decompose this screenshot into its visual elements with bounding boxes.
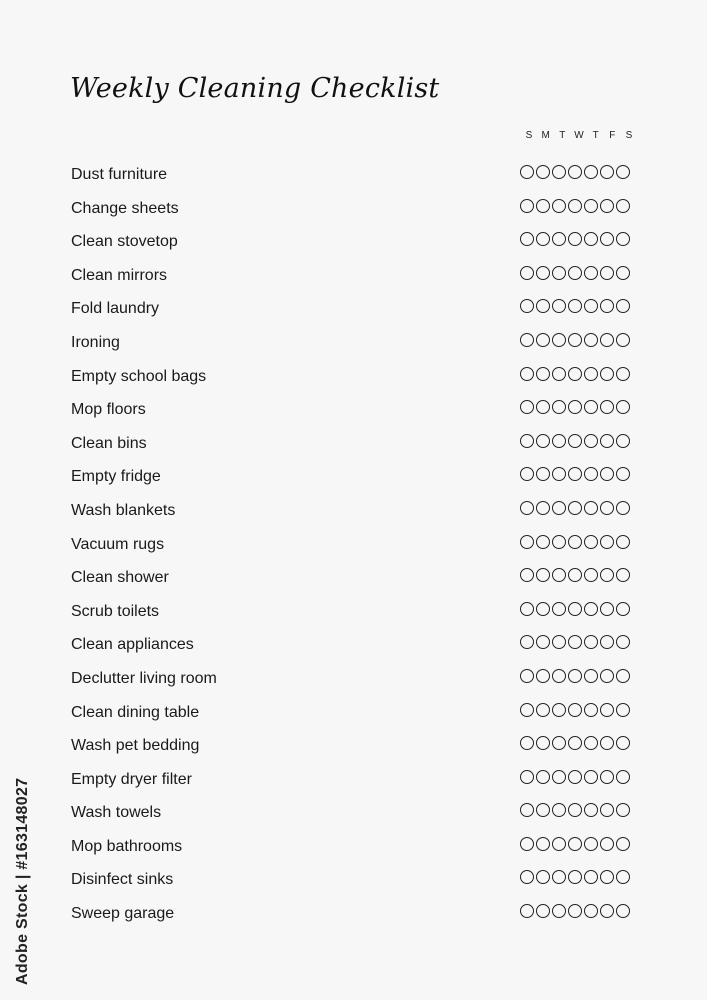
day-checkbox-icon[interactable] (536, 367, 550, 381)
day-checkbox-icon[interactable] (584, 568, 598, 582)
task-row (0, 427, 707, 461)
day-header (520, 130, 638, 141)
day-checkbox-icon[interactable] (536, 299, 550, 313)
day-checkbox-icon[interactable] (552, 333, 566, 347)
day-checkbox-icon[interactable] (536, 669, 550, 683)
day-checkbox-icon[interactable] (536, 568, 550, 582)
task-label: Dust furniture (71, 166, 168, 183)
day-checkbox-icon[interactable] (616, 703, 630, 717)
day-checkbox-icon[interactable] (600, 635, 614, 649)
day-checkbox-icon[interactable] (552, 434, 566, 448)
day-checkbox-icon[interactable] (616, 736, 630, 750)
day-checkbox-icon[interactable] (552, 165, 566, 179)
day-checkboxes (520, 434, 630, 448)
day-checkbox-icon[interactable] (584, 299, 598, 313)
task-row (0, 662, 707, 696)
page-title: Weekly Cleaning Checklist (70, 73, 440, 104)
task-row (0, 360, 707, 394)
day-checkbox-icon[interactable] (520, 904, 534, 918)
day-checkbox-icon[interactable] (600, 501, 614, 515)
day-checkbox-icon[interactable] (552, 232, 566, 246)
day-checkbox-icon[interactable] (600, 333, 614, 347)
day-checkbox-icon[interactable] (552, 669, 566, 683)
day-checkbox-icon[interactable] (584, 333, 598, 347)
task-label: Clean mirrors (71, 266, 168, 284)
day-checkbox-icon[interactable] (616, 803, 630, 817)
day-checkbox-icon[interactable] (536, 770, 550, 784)
day-checkbox-icon[interactable] (552, 602, 566, 616)
task-label: Empty school bags (71, 367, 207, 385)
day-checkbox-icon[interactable] (568, 434, 582, 448)
task-row (0, 561, 707, 595)
day-checkbox-icon[interactable] (520, 803, 534, 817)
day-checkbox-icon[interactable] (600, 669, 614, 683)
day-checkbox-icon[interactable] (568, 669, 582, 683)
day-checkbox-icon[interactable] (616, 568, 630, 582)
day-checkbox-icon[interactable] (520, 367, 534, 381)
day-checkboxes (520, 299, 630, 313)
day-checkbox-icon[interactable] (520, 669, 534, 683)
day-checkbox-icon[interactable] (536, 535, 550, 549)
day-checkbox-icon[interactable] (584, 400, 598, 414)
day-checkbox-icon[interactable] (520, 837, 534, 851)
task-label: Scrub toilets (71, 602, 160, 620)
day-checkboxes (520, 501, 630, 515)
day-checkboxes (520, 904, 630, 918)
day-checkbox-icon[interactable] (552, 635, 566, 649)
task-label: Wash blankets (71, 501, 176, 519)
day-checkbox-icon[interactable] (568, 232, 582, 246)
day-checkbox-icon[interactable] (616, 770, 630, 784)
day-checkboxes (520, 803, 630, 817)
task-label: Ironing (71, 333, 120, 351)
day-checkbox-icon[interactable] (520, 635, 534, 649)
task-label: Sweep garage (71, 905, 175, 923)
task-row (0, 595, 707, 629)
task-row (0, 494, 707, 528)
day-checkbox-icon[interactable] (600, 165, 614, 179)
day-checkbox-icon[interactable] (568, 299, 582, 313)
day-checkbox-icon[interactable] (616, 333, 630, 347)
day-checkbox-icon[interactable] (552, 736, 566, 750)
task-row (0, 628, 707, 662)
task-list (0, 158, 707, 931)
day-letter: W (574, 130, 584, 141)
day-checkbox-icon[interactable] (568, 770, 582, 784)
day-checkbox-icon[interactable] (552, 266, 566, 280)
day-checkbox-icon[interactable] (616, 400, 630, 414)
day-checkbox-icon[interactable] (616, 535, 630, 549)
day-checkbox-icon[interactable] (584, 703, 598, 717)
day-checkboxes (520, 837, 630, 851)
task-row (0, 225, 707, 259)
day-checkboxes (520, 635, 630, 649)
day-checkbox-icon[interactable] (568, 400, 582, 414)
task-row (0, 259, 707, 293)
day-checkboxes (520, 535, 630, 549)
stock-id-label: Adobe Stock | #163148027 (14, 777, 31, 985)
day-checkbox-icon[interactable] (568, 501, 582, 515)
task-row (0, 292, 707, 326)
day-checkbox-icon[interactable] (584, 803, 598, 817)
day-checkbox-icon[interactable] (552, 467, 566, 481)
day-checkbox-icon[interactable] (616, 669, 630, 683)
day-checkboxes (520, 400, 630, 414)
day-checkbox-icon[interactable] (536, 199, 550, 213)
day-checkbox-icon[interactable] (536, 736, 550, 750)
day-checkbox-icon[interactable] (616, 199, 630, 213)
day-checkbox-icon[interactable] (600, 870, 614, 884)
day-checkbox-icon[interactable] (552, 870, 566, 884)
day-checkbox-icon[interactable] (600, 602, 614, 616)
day-checkbox-icon[interactable] (552, 535, 566, 549)
task-label: Declutter living room (71, 669, 217, 687)
day-letter: T (559, 130, 566, 141)
day-checkbox-icon[interactable] (536, 870, 550, 884)
day-checkboxes (520, 165, 630, 179)
day-checkbox-icon[interactable] (536, 635, 550, 649)
day-checkbox-icon[interactable] (536, 165, 550, 179)
day-checkbox-icon[interactable] (552, 803, 566, 817)
day-checkbox-icon[interactable] (520, 400, 534, 414)
day-checkbox-icon[interactable] (536, 602, 550, 616)
day-checkbox-icon[interactable] (568, 266, 582, 280)
day-checkbox-icon[interactable] (520, 870, 534, 884)
day-checkbox-icon[interactable] (616, 434, 630, 448)
day-checkboxes (520, 266, 630, 280)
day-checkboxes (520, 232, 630, 246)
task-label: Clean shower (71, 569, 169, 587)
day-checkbox-icon[interactable] (616, 299, 630, 313)
task-row (0, 192, 707, 226)
day-checkbox-icon[interactable] (584, 367, 598, 381)
day-checkbox-icon[interactable] (536, 501, 550, 515)
day-checkbox-icon[interactable] (568, 535, 582, 549)
day-checkbox-icon[interactable] (536, 232, 550, 246)
task-row (0, 796, 707, 830)
day-checkbox-icon[interactable] (568, 333, 582, 347)
day-checkbox-icon[interactable] (552, 703, 566, 717)
day-checkbox-icon[interactable] (584, 467, 598, 481)
task-label: Vacuum rugs (71, 535, 165, 553)
day-letter: F (609, 130, 616, 141)
day-checkbox-icon[interactable] (600, 703, 614, 717)
day-checkboxes (520, 199, 630, 213)
day-checkbox-icon[interactable] (520, 770, 534, 784)
task-label: Empty dryer filter (71, 770, 192, 788)
day-checkboxes (520, 669, 630, 683)
day-checkbox-icon[interactable] (568, 803, 582, 817)
day-checkbox-icon[interactable] (584, 266, 598, 280)
task-label: Fold laundry (71, 300, 160, 318)
day-checkboxes (520, 467, 630, 481)
task-row (0, 393, 707, 427)
day-checkbox-icon[interactable] (584, 904, 598, 918)
day-checkboxes (520, 736, 630, 750)
day-checkbox-icon[interactable] (584, 434, 598, 448)
day-letter: S (625, 130, 633, 141)
day-checkbox-icon[interactable] (520, 568, 534, 582)
day-checkbox-icon[interactable] (600, 736, 614, 750)
day-checkbox-icon[interactable] (584, 199, 598, 213)
day-checkbox-icon[interactable] (568, 904, 582, 918)
day-checkbox-icon[interactable] (568, 467, 582, 481)
day-checkbox-icon[interactable] (600, 199, 614, 213)
day-checkbox-icon[interactable] (584, 635, 598, 649)
day-checkbox-icon[interactable] (616, 266, 630, 280)
day-checkbox-icon[interactable] (616, 467, 630, 481)
day-checkbox-icon[interactable] (616, 501, 630, 515)
day-checkbox-icon[interactable] (520, 232, 534, 246)
day-checkbox-icon[interactable] (600, 232, 614, 246)
day-checkbox-icon[interactable] (536, 904, 550, 918)
day-checkbox-icon[interactable] (616, 837, 630, 851)
task-row (0, 326, 707, 360)
day-checkbox-icon[interactable] (536, 434, 550, 448)
day-checkboxes (520, 367, 630, 381)
day-checkbox-icon[interactable] (584, 232, 598, 246)
task-row (0, 830, 707, 864)
task-row (0, 696, 707, 730)
day-checkbox-icon[interactable] (600, 467, 614, 481)
task-row (0, 460, 707, 494)
day-checkbox-icon[interactable] (568, 199, 582, 213)
day-checkbox-icon[interactable] (600, 803, 614, 817)
day-checkboxes (520, 568, 630, 582)
day-checkbox-icon[interactable] (536, 803, 550, 817)
task-label: Mop bathrooms (71, 837, 183, 855)
day-checkbox-icon[interactable] (584, 770, 598, 784)
day-checkbox-icon[interactable] (600, 434, 614, 448)
task-label: Wash towels (71, 804, 162, 822)
day-checkbox-icon[interactable] (600, 837, 614, 851)
day-checkbox-icon[interactable] (600, 535, 614, 549)
day-checkbox-icon[interactable] (536, 837, 550, 851)
task-label: Empty fridge (71, 468, 161, 486)
day-checkbox-icon[interactable] (520, 736, 534, 750)
day-checkbox-icon[interactable] (552, 568, 566, 582)
day-checkboxes (520, 602, 630, 616)
day-checkbox-icon[interactable] (520, 333, 534, 347)
day-checkbox-icon[interactable] (552, 501, 566, 515)
day-checkbox-icon[interactable] (536, 400, 550, 414)
day-checkbox-icon[interactable] (536, 266, 550, 280)
day-checkbox-icon[interactable] (568, 837, 582, 851)
task-label: Clean bins (71, 434, 147, 452)
day-checkbox-icon[interactable] (584, 602, 598, 616)
day-checkbox-icon[interactable] (584, 165, 598, 179)
day-checkbox-icon[interactable] (616, 367, 630, 381)
day-checkbox-icon[interactable] (552, 199, 566, 213)
day-checkbox-icon[interactable] (520, 434, 534, 448)
day-checkbox-icon[interactable] (568, 165, 582, 179)
day-checkbox-icon[interactable] (600, 266, 614, 280)
day-checkboxes (520, 870, 630, 884)
day-checkbox-icon[interactable] (616, 232, 630, 246)
day-checkbox-icon[interactable] (600, 367, 614, 381)
day-checkbox-icon[interactable] (584, 501, 598, 515)
task-row (0, 729, 707, 763)
day-letter: M (541, 130, 550, 141)
day-checkbox-icon[interactable] (584, 870, 598, 884)
day-checkbox-icon[interactable] (552, 837, 566, 851)
day-checkbox-icon[interactable] (568, 568, 582, 582)
task-row (0, 528, 707, 562)
day-checkbox-icon[interactable] (568, 736, 582, 750)
day-checkbox-icon[interactable] (520, 165, 534, 179)
day-checkbox-icon[interactable] (552, 299, 566, 313)
day-checkboxes (520, 703, 630, 717)
day-checkbox-icon[interactable] (616, 870, 630, 884)
task-label: Clean dining table (71, 703, 200, 721)
day-checkbox-icon[interactable] (600, 400, 614, 414)
day-checkbox-icon[interactable] (568, 602, 582, 616)
day-checkbox-icon[interactable] (584, 669, 598, 683)
task-label: Disinfect sinks (71, 871, 174, 889)
task-label: Change sheets (71, 199, 179, 217)
day-checkbox-icon[interactable] (520, 703, 534, 717)
day-checkbox-icon[interactable] (552, 770, 566, 784)
day-checkbox-icon[interactable] (520, 199, 534, 213)
day-checkbox-icon[interactable] (568, 635, 582, 649)
day-checkbox-icon[interactable] (616, 635, 630, 649)
day-checkbox-icon[interactable] (600, 568, 614, 582)
task-label: Clean stovetop (71, 233, 178, 251)
day-checkbox-icon[interactable] (584, 837, 598, 851)
day-checkbox-icon[interactable] (552, 400, 566, 414)
task-label: Mop floors (71, 401, 146, 419)
task-row (0, 158, 707, 192)
day-checkbox-icon[interactable] (616, 165, 630, 179)
task-row (0, 863, 707, 897)
day-checkbox-icon[interactable] (616, 904, 630, 918)
day-checkboxes (520, 770, 630, 784)
day-checkbox-icon[interactable] (600, 299, 614, 313)
day-checkbox-icon[interactable] (520, 602, 534, 616)
day-checkbox-icon[interactable] (536, 333, 550, 347)
day-checkbox-icon[interactable] (520, 266, 534, 280)
day-checkbox-icon[interactable] (584, 736, 598, 750)
task-row (0, 897, 707, 931)
day-letter: T (592, 130, 599, 141)
day-checkbox-icon[interactable] (536, 467, 550, 481)
day-checkbox-icon[interactable] (568, 870, 582, 884)
day-checkbox-icon[interactable] (520, 501, 534, 515)
day-checkbox-icon[interactable] (616, 602, 630, 616)
day-checkbox-icon[interactable] (552, 904, 566, 918)
day-checkbox-icon[interactable] (552, 367, 566, 381)
day-checkbox-icon[interactable] (520, 299, 534, 313)
day-checkbox-icon[interactable] (600, 904, 614, 918)
day-checkbox-icon[interactable] (520, 535, 534, 549)
day-checkbox-icon[interactable] (536, 703, 550, 717)
day-checkbox-icon[interactable] (568, 367, 582, 381)
task-row (0, 763, 707, 797)
day-letter: S (525, 130, 533, 141)
day-checkbox-icon[interactable] (568, 703, 582, 717)
day-checkbox-icon[interactable] (520, 467, 534, 481)
day-checkbox-icon[interactable] (600, 770, 614, 784)
day-checkboxes (520, 333, 630, 347)
task-label: Wash pet bedding (71, 737, 200, 755)
task-label: Clean appliances (71, 636, 194, 654)
day-checkbox-icon[interactable] (584, 535, 598, 549)
